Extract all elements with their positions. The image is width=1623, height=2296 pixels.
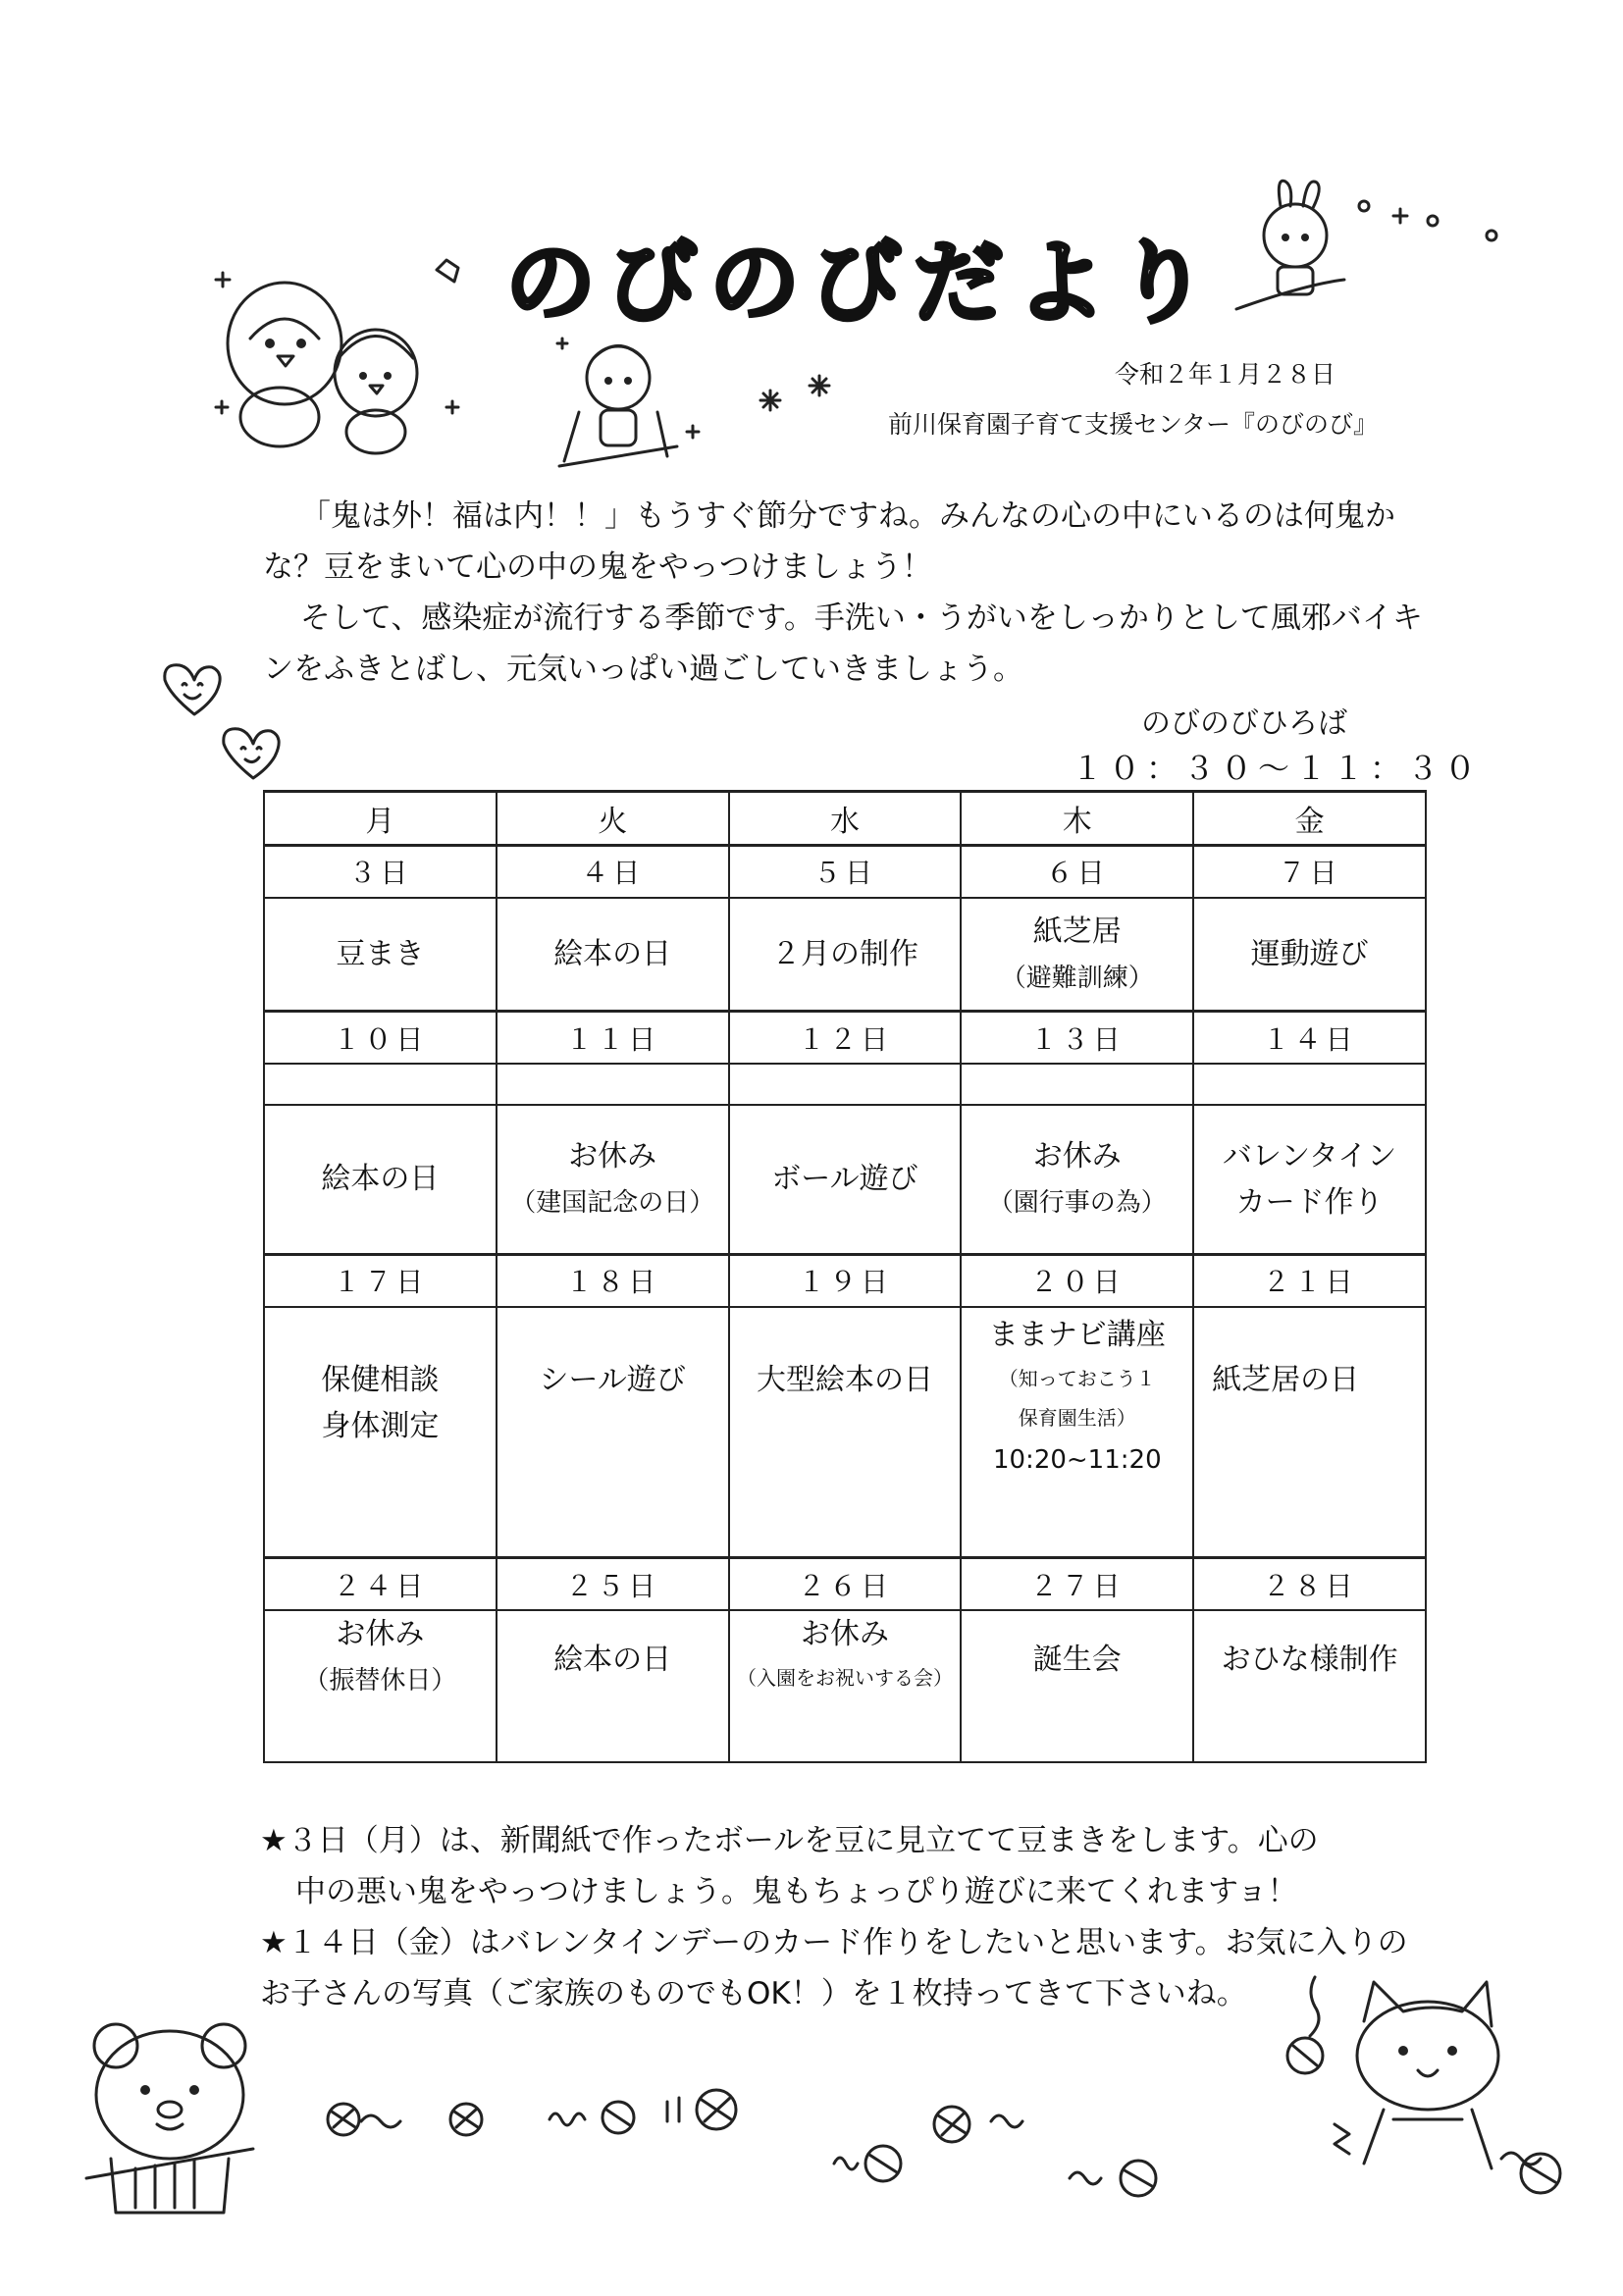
event-cell	[497, 1610, 729, 1762]
event-cell	[961, 1105, 1193, 1254]
event-cell	[497, 1105, 729, 1254]
event-main: お休み	[800, 1617, 889, 1652]
event-cell	[264, 1105, 497, 1254]
date-cell: ２６日	[729, 1557, 962, 1610]
weekday-wed: 水	[729, 792, 962, 846]
plaza-time: １０：３０～１１：３０	[1072, 750, 1483, 787]
date-cell: ２７日	[961, 1557, 1193, 1610]
week-3-events	[264, 1307, 1426, 1557]
event-main: 紙芝居	[1032, 913, 1122, 949]
weekday-header-row	[264, 792, 1426, 846]
event-cell	[264, 1307, 497, 1557]
event-main: おひな様制作	[1221, 1643, 1398, 1678]
yarn-balls-decoration	[324, 2080, 1207, 2208]
week-3-dates	[264, 1254, 1426, 1307]
event-sub: 保育園生活）	[1018, 1406, 1136, 1431]
event-sub: （入園をお祝いする会）	[736, 1666, 953, 1691]
event-main: ２月の制作	[770, 936, 918, 971]
week-4-dates	[264, 1557, 1426, 1610]
event-cell	[961, 1307, 1193, 1557]
event-cell	[1193, 898, 1426, 1011]
date-cell: １９日	[729, 1254, 962, 1307]
intro-text	[263, 491, 1440, 695]
weekday-mon: 月	[264, 792, 497, 846]
event-cell	[961, 898, 1193, 1011]
event-main: 絵本の日	[553, 1643, 672, 1678]
event-main: 絵本の日	[321, 1161, 440, 1196]
cat-with-yarn-illustration	[1276, 1972, 1570, 2198]
event-cell	[729, 1307, 962, 1557]
date-cell: ４日	[497, 845, 729, 898]
week-1-events	[264, 898, 1426, 1011]
week-2-dates	[264, 1011, 1426, 1064]
event-time: 10:20~11:20	[992, 1445, 1162, 1476]
bear-skiing-illustration	[550, 334, 707, 481]
event-cell	[264, 1610, 497, 1762]
weekday-thu: 木	[961, 792, 1193, 846]
week-4-events	[264, 1610, 1426, 1762]
plaza-name: のびのびひろば	[1141, 706, 1347, 741]
event-sub: （振替休日）	[303, 1666, 457, 1696]
event-cell	[1193, 1610, 1426, 1762]
week-2-events	[264, 1105, 1426, 1254]
event-main: バレンタイン	[1222, 1138, 1397, 1174]
event-sub: （園行事の為）	[987, 1187, 1167, 1218]
event-sub: （建国記念の日）	[510, 1187, 715, 1218]
event-cell	[729, 1105, 962, 1254]
snowflake-icon	[751, 371, 849, 430]
schedule-calendar	[263, 790, 1427, 1763]
date-cell: １７日	[264, 1254, 497, 1307]
bear-knitting-illustration	[77, 2011, 273, 2218]
rabbit-snowboarding-illustration	[1227, 177, 1521, 324]
event-cell	[497, 898, 729, 1011]
intro-paragraph-2: そして、感染症が流行する季節です。手洗い・うがいをしっかりとして風邪バイキンをふきとばし、元気いっぱい過ごしていきましょう。	[263, 600, 1423, 687]
date-cell: １３日	[961, 1011, 1193, 1064]
event-cell	[1193, 1105, 1426, 1254]
event-main: お休み	[568, 1138, 657, 1174]
date-cell: １０日	[264, 1011, 497, 1064]
event-main: 保健相談	[321, 1363, 440, 1398]
event-main: お休み	[336, 1617, 425, 1652]
note-1-line-1: ★３日（月）は、新聞紙で作ったボールを豆に見立てて豆まきをします。心の	[260, 1823, 1319, 1858]
event-main: ボール遊び	[771, 1161, 918, 1196]
event-cell	[961, 1610, 1193, 1762]
date-cell: ２５日	[497, 1557, 729, 1610]
date-cell: ２１日	[1193, 1254, 1426, 1307]
event-sub: （避難訓練）	[1000, 963, 1154, 993]
event-main: 豆まき	[336, 936, 425, 971]
page-title: のびのびだより	[505, 231, 1221, 336]
event-cell	[497, 1307, 729, 1557]
event-cell	[729, 898, 962, 1011]
event-sub: 身体測定	[321, 1409, 440, 1444]
intro-paragraph-1: 「鬼は外！福は内！！」もうすぐ節分ですね。みんなの心の中にいるのは何鬼かな？豆をまいて心の中の鬼をやっつけましょう！	[263, 498, 1395, 585]
event-main: 紙芝居の日	[1212, 1363, 1360, 1398]
event-sub: カード作り	[1235, 1184, 1384, 1220]
date-cell: ６日	[961, 845, 1193, 898]
week-1-dates	[264, 845, 1426, 898]
event-main: シール遊び	[539, 1363, 686, 1398]
date-cell: ５日	[729, 845, 962, 898]
center-name: 前川保育園子育て支援センター『のびのび』	[888, 410, 1379, 439]
note-2-line-1: ★１４日（金）はバレンタインデーのカード作りをしたいと思います。お気に入りの	[260, 1925, 1408, 1960]
notes	[260, 1815, 1438, 2019]
note-2-line-2: お子さんの写真（ご家族のものでもOK！）を１枚持ってきて下さいね。	[260, 1976, 1247, 2011]
event-main: 大型絵本の日	[756, 1363, 933, 1398]
event-main: 運動遊び	[1250, 936, 1369, 971]
date-cell: １４日	[1193, 1011, 1426, 1064]
penguins-illustration	[211, 260, 496, 456]
date-cell: ２４日	[264, 1557, 497, 1610]
event-sub: （知っておこう１	[998, 1367, 1156, 1391]
date-cell: １１日	[497, 1011, 729, 1064]
weekday-tue: 火	[497, 792, 729, 846]
weekday-fri: 金	[1193, 792, 1426, 846]
date-cell: ７日	[1193, 845, 1426, 898]
event-cell	[729, 1610, 962, 1762]
date-cell: １８日	[497, 1254, 729, 1307]
issue-date: 令和２年１月２８日	[1115, 360, 1336, 389]
date-cell: ２８日	[1193, 1557, 1426, 1610]
event-cell	[264, 898, 497, 1011]
date-cell: ３日	[264, 845, 497, 898]
date-cell: ２０日	[961, 1254, 1193, 1307]
event-cell	[1193, 1307, 1426, 1557]
event-main: お休み	[1032, 1138, 1122, 1174]
date-cell: １２日	[729, 1011, 962, 1064]
event-main: 誕生会	[1032, 1643, 1122, 1678]
note-1-line-2: 中の悪い鬼をやっつけましょう。鬼もちょっぴり遊びに来てくれますョ！	[295, 1874, 1298, 1909]
event-main: 絵本の日	[553, 936, 672, 971]
week-2-blank-row	[264, 1064, 1426, 1104]
event-main: ままナビ講座	[988, 1318, 1166, 1353]
